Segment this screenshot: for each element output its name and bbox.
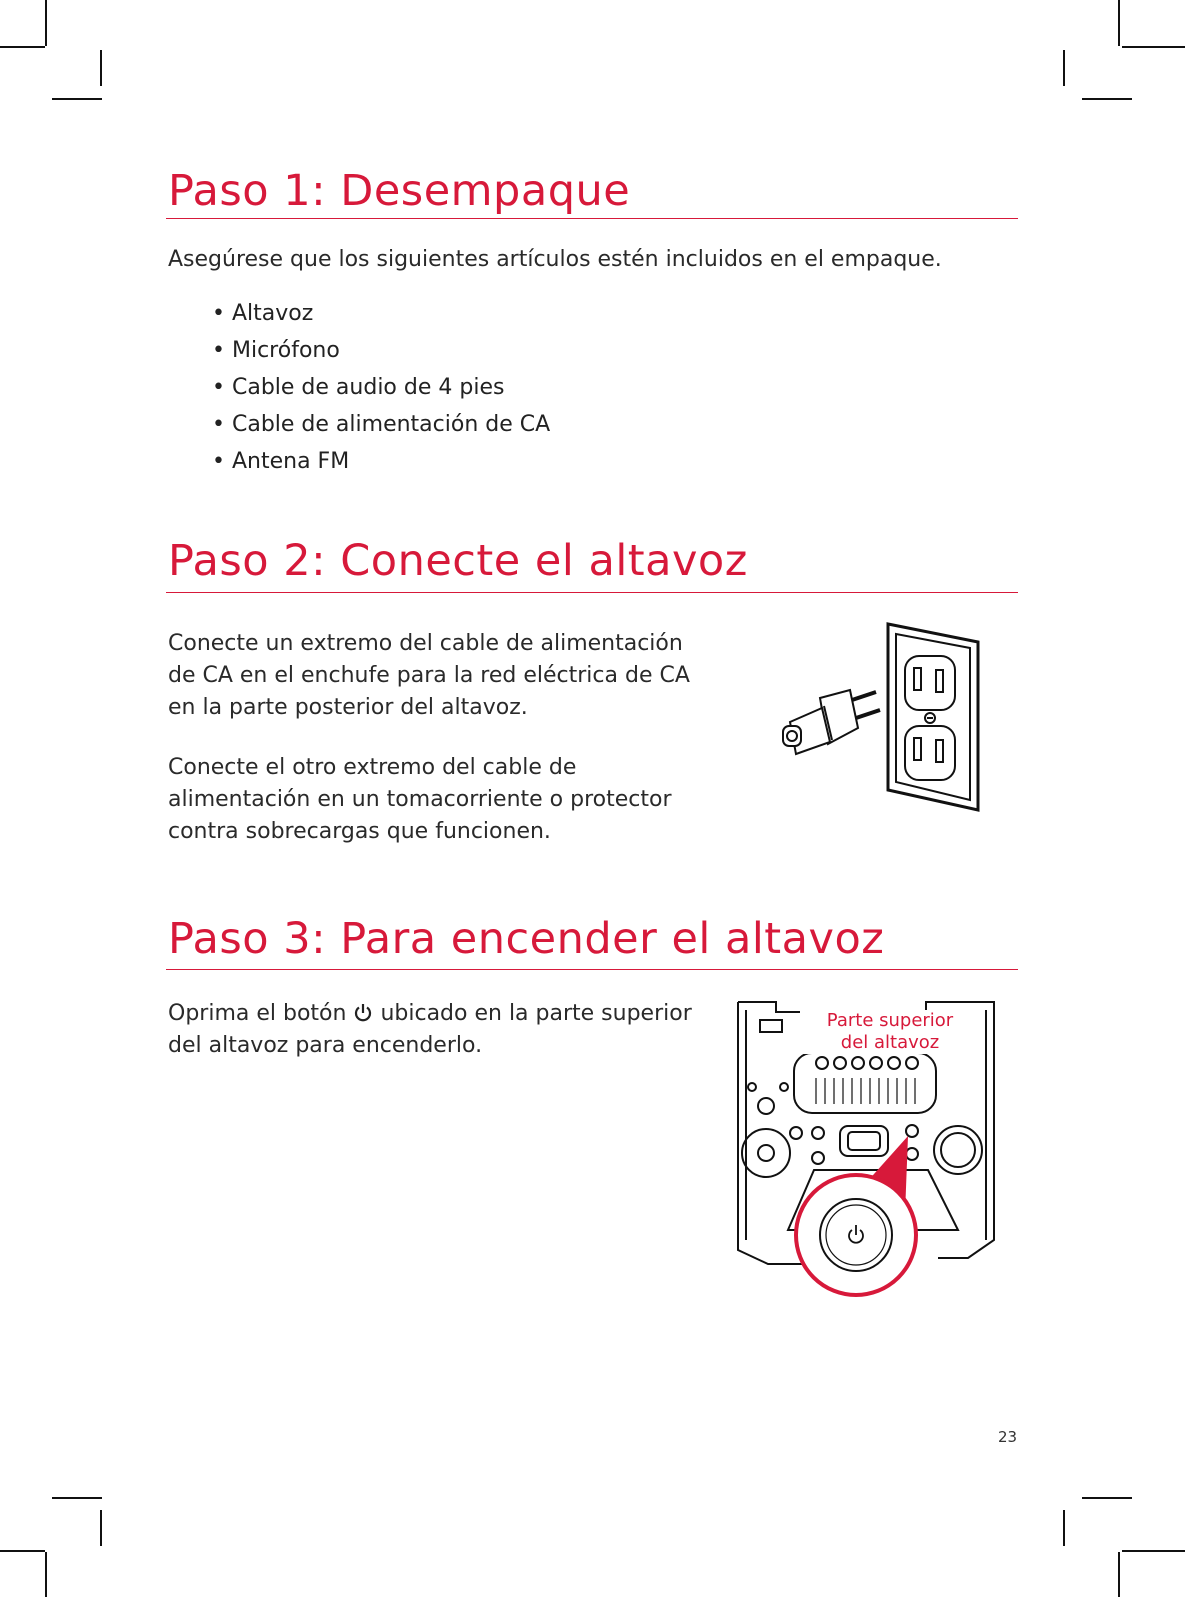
- text-line: del altavoz para encenderlo.: [168, 1033, 483, 1058]
- page-number: 23: [998, 1428, 1018, 1446]
- step3-heading: Paso 3: Para encender el altavoz: [168, 914, 885, 964]
- text-line: de CA en el enchufe para la red eléctrica de CA: [168, 663, 690, 688]
- eq-slider: [816, 1078, 915, 1104]
- step1-heading: Paso 1: Desempaque: [168, 166, 631, 216]
- crop-mark: [1122, 1550, 1185, 1552]
- callout-label: [800, 1010, 980, 1054]
- step2-paragraph-1: [168, 628, 690, 724]
- crop-mark: [45, 1552, 47, 1597]
- crop-mark: [52, 98, 102, 100]
- power-icon: [353, 1003, 373, 1023]
- crop-mark: [1063, 1510, 1065, 1546]
- step3-rule: [166, 969, 1018, 970]
- crop-mark: [100, 50, 102, 86]
- crop-mark: [45, 0, 47, 46]
- text-line: contra sobrecargas que funcionen.: [168, 819, 551, 844]
- plug-icon: [783, 690, 880, 754]
- outlet-icon: [888, 624, 978, 810]
- crop-mark: [1082, 98, 1132, 100]
- text-line: en la parte posterior del altavoz.: [168, 695, 528, 720]
- crop-mark: [1118, 0, 1120, 46]
- crop-mark: [1122, 46, 1185, 48]
- text-line: Conecte un extremo del cable de alimentación: [168, 631, 683, 656]
- step2-heading: Paso 2: Conecte el altavoz: [168, 536, 748, 586]
- step2-paragraph-2: [168, 752, 672, 848]
- crop-mark: [100, 1510, 102, 1546]
- step2-rule: [166, 592, 1018, 593]
- list-item: • Cable de alimentación de CA: [212, 408, 550, 445]
- crop-mark: [1118, 1552, 1120, 1597]
- crop-mark: [1063, 50, 1065, 86]
- text-line: Conecte el otro extremo del cable de: [168, 755, 577, 780]
- crop-mark: [1082, 1497, 1132, 1499]
- crop-mark: [52, 1497, 102, 1499]
- contents-list: [212, 297, 550, 482]
- callout-line: del altavoz: [840, 1032, 940, 1053]
- list-item: • Cable de audio de 4 pies: [212, 371, 550, 408]
- list-item: • Micrófono: [212, 334, 550, 371]
- text-segment: ubicado en la parte superior: [380, 1001, 692, 1026]
- crop-mark: [0, 46, 45, 48]
- crop-mark: [0, 1550, 45, 1552]
- text-line: alimentación en un tomacorriente o protector: [168, 787, 672, 812]
- plug-outlet-illustration: [780, 622, 990, 812]
- list-item: • Antena FM: [212, 445, 550, 482]
- step3-paragraph: [168, 998, 692, 1062]
- step1-rule: [166, 218, 1018, 219]
- text-segment: Oprima el botón: [168, 1001, 347, 1026]
- step1-intro: Asegúrese que los siguientes artículos estén incluidos en el empaque.: [168, 247, 942, 272]
- list-item: • Altavoz: [212, 297, 550, 334]
- callout-line: Parte superior: [826, 1010, 954, 1031]
